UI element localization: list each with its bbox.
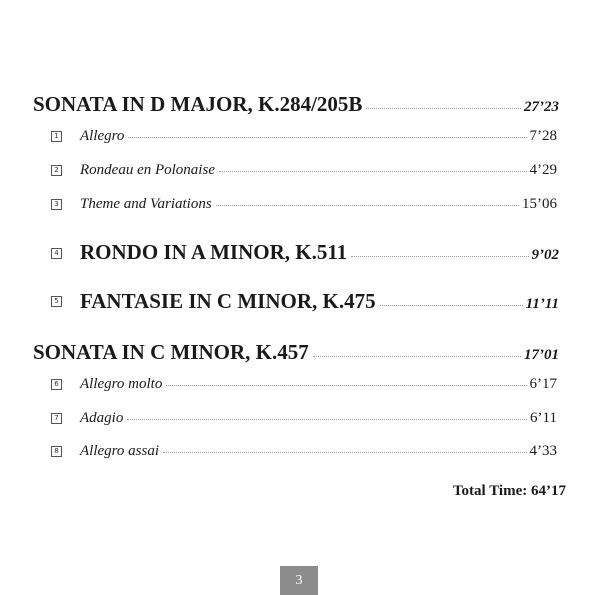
work-heading-sonata-c-minor	[0, 340, 599, 365]
track-number-box: 1	[51, 131, 62, 142]
work-title: SONATA IN C MINOR, K.457	[33, 340, 309, 364]
work-duration: 27’23	[524, 99, 559, 115]
dot-leader	[166, 384, 526, 386]
track-duration: 7’28	[529, 128, 557, 144]
dot-leader	[313, 355, 521, 357]
dot-leader	[366, 107, 521, 109]
track-title: Allegro assai	[80, 443, 160, 459]
work-row-fantasie	[0, 289, 599, 314]
track-number-box: 7	[51, 413, 62, 424]
track-number-box: 4	[51, 248, 62, 259]
work-title: FANTASIE IN C MINOR, K.475	[80, 289, 376, 313]
page-number: 3	[280, 566, 318, 595]
work-duration: 11’11	[525, 296, 559, 312]
track-number-box: 8	[51, 446, 62, 457]
work-duration: 9’02	[531, 247, 559, 263]
dot-leader	[127, 418, 527, 420]
work-row-rondo	[0, 240, 599, 265]
work-title: SONATA IN D MAJOR, K.284/205B	[33, 92, 363, 116]
dot-leader	[219, 170, 527, 172]
track-row	[0, 128, 599, 145]
track-number-box: 3	[51, 199, 62, 210]
dot-leader	[163, 451, 526, 453]
work-duration: 17’01	[524, 347, 559, 363]
work-heading-sonata-d-major	[0, 92, 599, 117]
dot-leader	[216, 204, 519, 206]
track-row	[0, 410, 599, 427]
dot-leader	[351, 255, 528, 257]
track-row	[0, 162, 599, 179]
track-row	[0, 376, 599, 393]
track-duration: 6’11	[530, 410, 557, 426]
track-duration: 6’17	[529, 376, 557, 392]
track-title: Rondeau en Polonaise	[80, 162, 215, 178]
track-row	[0, 443, 599, 460]
work-title: RONDO IN A MINOR, K.511	[80, 240, 348, 264]
track-number-box: 5	[51, 296, 62, 307]
track-number-box: 2	[51, 165, 62, 176]
total-time: Total Time: 64’17	[452, 483, 566, 499]
track-title: Theme and Variations	[80, 196, 212, 212]
dot-leader	[380, 304, 523, 306]
track-duration: 4’33	[529, 443, 557, 459]
track-duration: 15’06	[522, 196, 557, 212]
track-number-box: 6	[51, 379, 62, 390]
track-title: Adagio	[80, 410, 124, 426]
track-row	[0, 196, 599, 213]
track-title: Allegro	[80, 128, 125, 144]
dot-leader	[128, 136, 526, 138]
track-title: Allegro molto	[80, 376, 163, 392]
track-duration: 4’29	[529, 162, 557, 178]
